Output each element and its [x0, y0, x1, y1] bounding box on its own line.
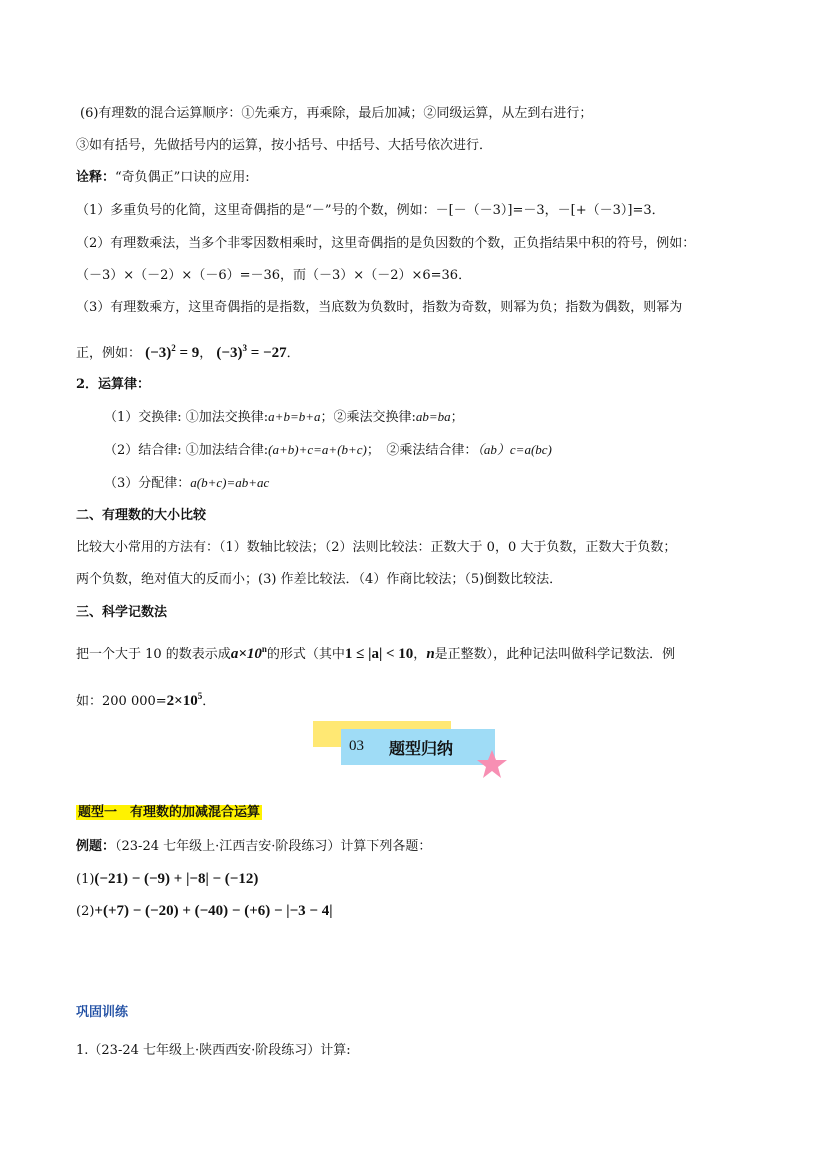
- star-icon: [476, 749, 508, 779]
- text-line-2: ③如有括号，先做括号内的运算，按小括号、中括号、大括号依次进行．: [76, 138, 493, 153]
- sci-example-expr: $2\times 10^5$: [166, 691, 203, 709]
- banner-number: 03: [349, 738, 364, 754]
- note-item-1: （1）多重负号的化简，这里奇偶指的是“－”号的个数，例如：－[－（－3）]=－3，－[+（－3）]=3．: [76, 203, 665, 218]
- power-example-1: $(-3)^2 = 9$: [145, 343, 200, 361]
- problem-1: (1)(−21) − (−9) + |−8| − (−12): [76, 871, 259, 887]
- problem-2: (2)+(+7) − (−20) + (−40) − (+6) − |−3 − 4|: [76, 903, 333, 919]
- note-item-3a: （3）有理数乘方，这里奇偶指的是指数，当底数为负数时，指数为奇数，则幂为负；指数为偶数，则幂为: [76, 300, 683, 315]
- note-text: “奇负偶正”口诀的应用:: [115, 170, 250, 185]
- law-associative: （2）结合律: ①加法结合律:(a+b)+c=a+(b+c)； ②乘法结合律：（ab）c=a(bc): [104, 442, 552, 458]
- heading-compare: 二、有理数的大小比较: [76, 508, 207, 523]
- note-item-3b: 正，例如： $(-3)^2 = 9$， $(-3)^3 = -27$．: [76, 343, 300, 361]
- example-line: 例题：（23-24 七年级上·江西吉安·阶段练习）计算下列各题：: [76, 839, 432, 854]
- heading-operation-laws: 2．运算律：: [76, 377, 151, 392]
- problem-2-expr: +(+7) − (−20) + (−40) − (+6) − |−3 − 4|: [94, 903, 333, 919]
- practice-question-1: 1.（23-24 七年级上·陕西西安·阶段练习）计算:: [76, 1043, 351, 1058]
- note-item-2a: （2）有理数乘法，当多个非零因数相乘时，这里奇偶指的是负因数的个数，正负指结果中积的符号，例如：: [76, 236, 696, 251]
- sci-line-2: 如：200 $000=2\times 10^5$．: [76, 691, 216, 709]
- power-example-2: $(-3)^3 = -27$: [216, 343, 287, 361]
- note-label: 诠释：: [76, 170, 116, 185]
- section-banner: [313, 721, 513, 781]
- banner-title: 题型归纳: [389, 739, 454, 758]
- sci-form-expr: $a\times 10^n$: [230, 644, 267, 662]
- problem-1-expr: (−21) − (−9) + |−8| − (−12): [94, 871, 259, 887]
- compare-line-2: 两个负数，绝对值大的反而小；(3) 作差比较法．（4）作商比较法；（5)倒数比较法．: [76, 572, 563, 587]
- sci-line-1: 把一个大于 10 的数表示成$a\times 10^n$的形式（其中1 ≤ |a| < 10，n是正整数），此种记法叫做科学记数法．例: [76, 644, 676, 662]
- practice-heading: 巩固训练: [76, 1005, 129, 1020]
- note-line: [76, 168, 250, 188]
- text-line-1: (6)有理数的混合运算顺序：①先乘方，再乘除，最后加减；②同级运算，从左到右进行；: [80, 106, 593, 121]
- compare-line-1: 比较大小常用的方法有：（1）数轴比较法；（2）法则比较法：正数大于 0，0 大于负数，正数大于负数；: [76, 540, 677, 555]
- question-type-heading: 题型一 有理数的加减混合运算: [78, 805, 261, 820]
- sci-range-expr: 1 ≤ |a| < 10: [344, 646, 414, 662]
- note-item-2b: （－3）×（－2）×（－6）=－36，而（－3）×（－2）×6=36．: [76, 268, 472, 283]
- law-commutative: （1）交换律: ①加法交换律:a+b=b+a；②乘法交换律:ab=ba；: [104, 409, 464, 425]
- law-distributive: （3）分配律：a(b+c)=ab+ac: [104, 475, 270, 491]
- heading-scientific-notation: 三、科学记数法: [76, 605, 168, 620]
